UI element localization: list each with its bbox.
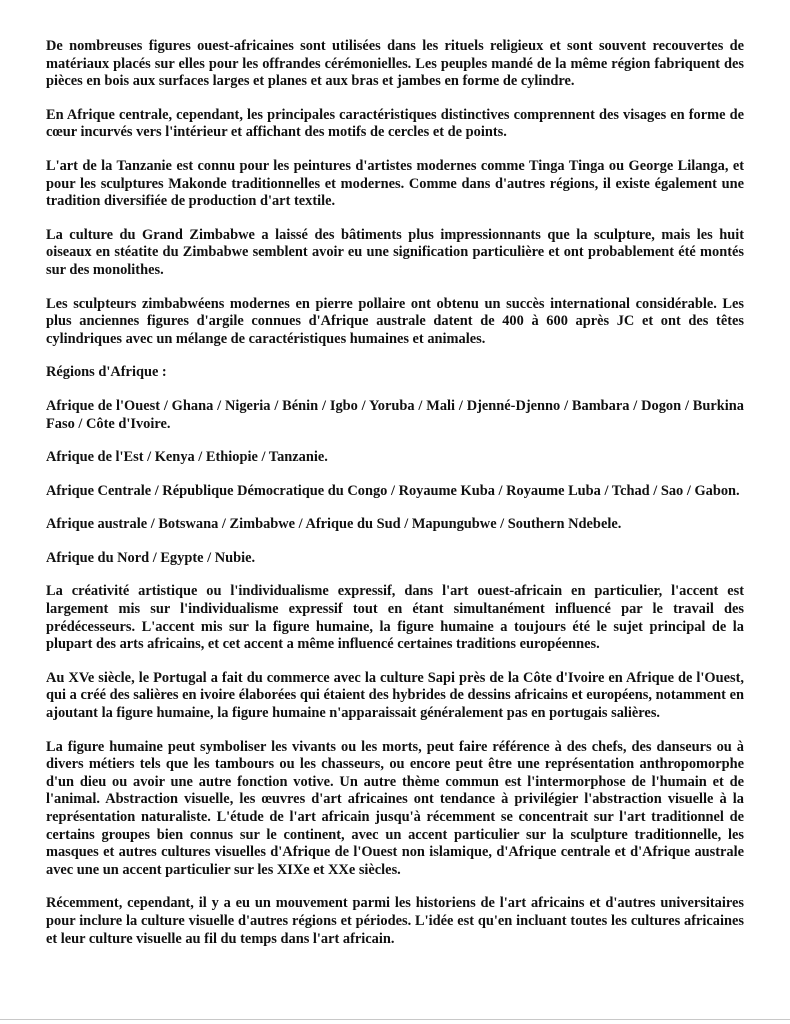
region-east-africa: Afrique de l'Est / Kenya / Ethiopie / Tanzanie.	[46, 449, 328, 466]
region-west-africa: Afrique de l'Ouest / Ghana / Nigeria / Bénin / Igbo / Yoruba / Mali / Djenné-Djenno / Bambara / Dogon / Burkina Faso / Côte d'Ivoire.	[46, 397, 744, 432]
region-southern-africa: Afrique australe / Botswana / Zimbabwe / Afrique du Sud / Mapungubwe / Southern Ndebele.	[46, 516, 622, 533]
document-page	[46, 38, 744, 964]
paragraph-portugal-sapi: Au XVe siècle, le Portugal a fait du commerce avec la culture Sapi près de la Côte d'Ivoire en Afrique de l'Ouest, qui a créé des salières en ivoire élaborées qui étaient des hybrides de dessins africains et européens, notamment en ajoutant la figure humaine, la figure humaine n'apparaissait généralement pas en portugais salières.	[46, 669, 744, 722]
paragraph-central-africa: En Afrique centrale, cependant, les principales caractéristiques distinctives comprennent des visages en forme de cœur incurvés vers l'intérieur et affichant des motifs de cercles et de points.	[46, 106, 744, 141]
paragraph-tanzania-art: L'art de la Tanzanie est connu pour les peintures d'artistes modernes comme Tinga Tinga ou George Lilanga, et pour les sculptures Makonde traditionnelles et modernes. Comme dans d'autres régions, il existe également une tradition diversifiée de production d'art textile.	[46, 157, 744, 210]
paragraph-great-zimbabwe: La culture du Grand Zimbabwe a laissé des bâtiments plus impressionnants que la sculpture, mais les huit oiseaux en stéatite du Zimbabwe semblent avoir eu une signification particulière et ont probablement été montés sur des monolithes.	[46, 226, 744, 278]
paragraph-west-african-figures: De nombreuses figures ouest-africaines sont utilisées dans les rituels religieux et sont souvent recouvertes de matériaux placés sur elles pour les offrandes cérémonielles. Les peuples mandé de la même région fabriquent des pièces en bois aux surfaces larges et planes et aux bras et jambes en forme de cylindre.	[46, 38, 744, 90]
regions-heading: Régions d'Afrique :	[46, 364, 167, 381]
paragraph-zimbabwe-sculptors: Les sculpteurs zimbabwéens modernes en pierre pollaire ont obtenu un succès international considérable. Les plus anciennes figures d'argile connues d'Afrique australe datent de 400 à 600 après JC et ont des têtes cylindriques avec un mélange de caractéristiques humaines et animales.	[46, 295, 744, 347]
page-bottom-divider	[0, 1019, 790, 1020]
paragraph-recent-movement: Récemment, cependant, il y a eu un mouvement parmi les historiens de l'art africains et d'autres universitaires pour inclure la culture visuelle d'autres régions et périodes. L'idée est qu'en incluant toutes les cultures africaines et leur culture visuelle au fil du temps dans l'art africain.	[46, 895, 744, 947]
region-central-africa: Afrique Centrale / République Démocratique du Congo / Royaume Kuba / Royaume Luba / Tchad / Sao / Gabon.	[46, 482, 740, 499]
paragraph-artistic-creativity: La créativité artistique ou l'individualisme expressif, dans l'art ouest-africain en particulier, l'accent est largement mis sur l'individualisme expressif tout en étant simultanément influencé par le travail des prédécesseurs. L'accent mis sur la figure humaine, la figure humaine a toujours été le sujet principal de la plupart des arts africains, et cet accent a même influencé certaines traditions européennes.	[46, 583, 744, 653]
paragraph-human-figure: La figure humaine peut symboliser les vivants ou les morts, peut faire référence à des chefs, des danseurs ou à divers métiers tels que les tambours ou les chasseurs, ou encore peut être une représentation anthropomorphe d'un dieu ou avoir une autre fonction votive. Un autre thème commun est l'intermorphose de l'humain et de l'animal. Abstraction visuelle, les œuvres d'art africaines ont tendance à privilégier l'abstraction visuelle à la représentation naturaliste. L'étude de l'art africain jusqu'à récemment se concentrait sur l'art traditionnel de certains groupes bien connus sur le continent, avec un accent particulier sur la sculpture traditionnelle, les masques et autres cultures visuelles d'Afrique de l'Ouest non islamique, d'Afrique centrale et d'Afrique australe avec une un accent particulier sur les XIXe et XXe siècles.	[46, 738, 744, 878]
region-north-africa: Afrique du Nord / Egypte / Nubie.	[46, 549, 256, 566]
